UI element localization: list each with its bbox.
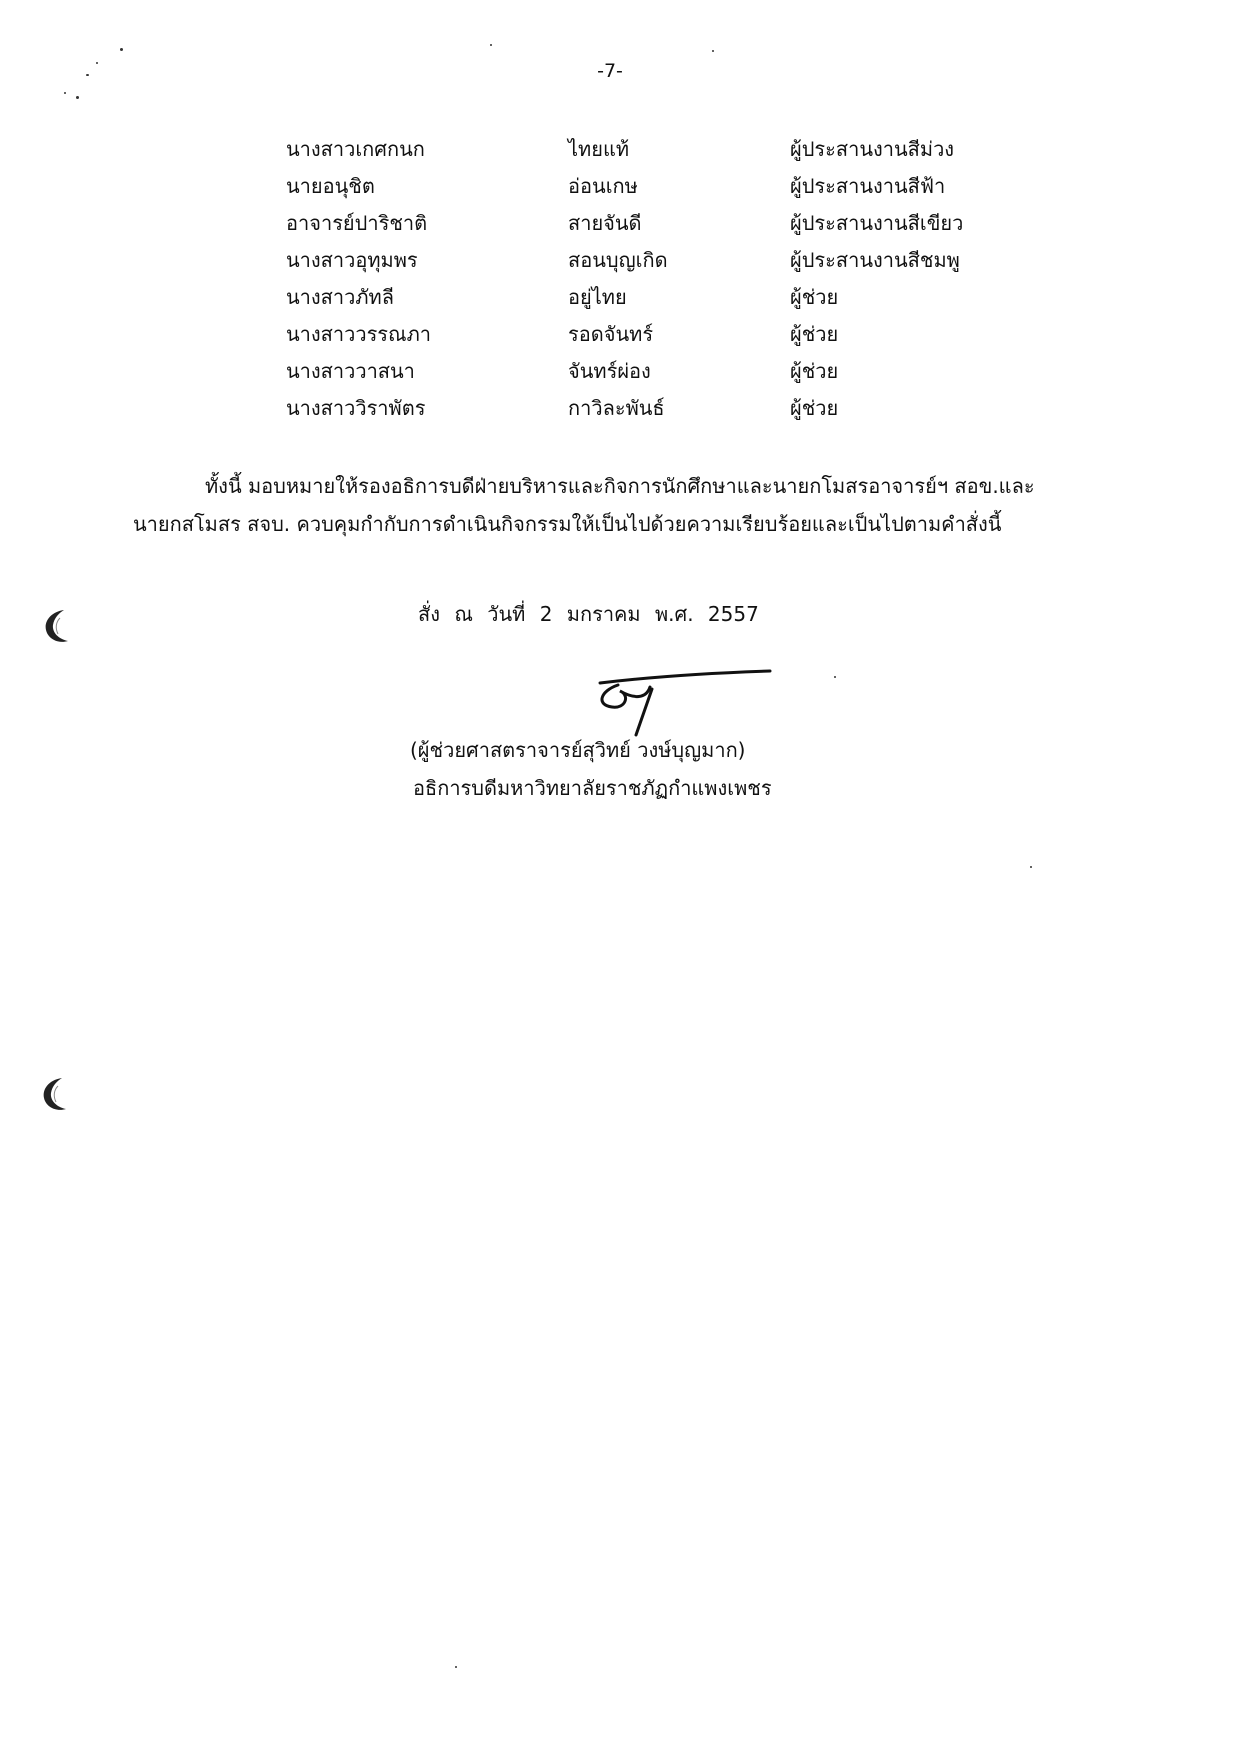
- person-surname: อ่อนเกษ: [568, 173, 638, 198]
- person-surname: สอนบุญเกิด: [568, 247, 668, 272]
- roster-table: [286, 130, 1046, 426]
- hole-punch-icon: [38, 1074, 72, 1114]
- person-role: ผู้ช่วย: [790, 358, 839, 383]
- person-surname: จันทร์ผ่อง: [568, 358, 651, 383]
- scan-speck: [64, 92, 66, 94]
- scan-speck: [120, 48, 123, 51]
- person-role: ผู้ประสานงานสีม่วง: [790, 136, 955, 161]
- scan-speck: [76, 96, 79, 99]
- person-surname: ไทยแท้: [568, 136, 630, 161]
- person-name: นางสาววาสนา: [286, 358, 415, 383]
- person-name: นางสาวภัทลี: [286, 284, 394, 309]
- page-number: -7-: [597, 60, 623, 82]
- person-role: ผู้ประสานงานสีชมพู: [790, 247, 960, 272]
- table-row: [286, 315, 1046, 352]
- person-name: อาจารย์ปาริชาติ: [286, 210, 428, 235]
- person-name: นางสาววรรณภา: [286, 321, 432, 346]
- person-role: ผู้ช่วย: [790, 284, 839, 309]
- table-row: [286, 389, 1046, 426]
- scan-speck: [455, 1666, 457, 1668]
- table-row: [286, 204, 1046, 241]
- scan-speck: [490, 44, 492, 46]
- person-name: นายอนุชิต: [286, 173, 375, 198]
- order-month: มกราคม: [566, 602, 641, 626]
- order-prefix: สั่ง ณ วันที่: [418, 602, 526, 626]
- person-surname: รอดจันทร์: [568, 321, 654, 346]
- signer-name: (ผู้ช่วยศาสตราจารย์สุวิทย์ วงษ์บุญมาก): [410, 738, 746, 762]
- order-era: พ.ศ.: [654, 602, 694, 626]
- person-role: ผู้ประสานงานสีเขียว: [790, 210, 964, 235]
- table-row: [286, 352, 1046, 389]
- assignment-paragraph-line1: ทั้งนี้ มอบหมายให้รองอธิการบดีฝ่ายบริหารและกิจการนักศึกษาและนายกโมสรอาจารย์ฯ สอข.และ: [205, 474, 1035, 498]
- order-day: 2: [539, 602, 553, 626]
- person-name: นางสาวเกศกนก: [286, 136, 425, 161]
- person-role: ผู้ช่วย: [790, 395, 839, 420]
- scan-speck: [712, 50, 714, 52]
- scan-speck: [1030, 866, 1032, 868]
- person-name: นางสาวอุทุมพร: [286, 247, 418, 272]
- table-row: [286, 167, 1046, 204]
- table-row: [286, 278, 1046, 315]
- order-year: 2557: [707, 602, 759, 626]
- person-role: ผู้ช่วย: [790, 321, 839, 346]
- order-date-line: [418, 598, 759, 630]
- person-surname: สายจันดี: [568, 210, 642, 235]
- signer-title: อธิการบดีมหาวิทยาลัยราชภัฏกำแพงเพชร: [413, 776, 772, 800]
- table-row: [286, 130, 1046, 167]
- scan-speck: [96, 62, 98, 64]
- signature-image: [590, 665, 780, 745]
- person-name: นางสาววิราพัตร: [286, 395, 426, 420]
- person-surname: อยู่ไทย: [568, 284, 627, 309]
- hole-punch-icon: [40, 606, 74, 646]
- person-surname: กาวิละพันธ์: [568, 395, 665, 420]
- assignment-paragraph-line2: นายกสโมสร สจบ. ควบคุมกำกับการดำเนินกิจกรรมให้เป็นไปด้วยความเรียบร้อยและเป็นไปตามคำสั่งนี้: [133, 512, 1002, 536]
- table-row: [286, 241, 1046, 278]
- scan-speck: [86, 74, 89, 76]
- scan-speck: [834, 676, 836, 678]
- person-role: ผู้ประสานงานสีฟ้า: [790, 173, 946, 198]
